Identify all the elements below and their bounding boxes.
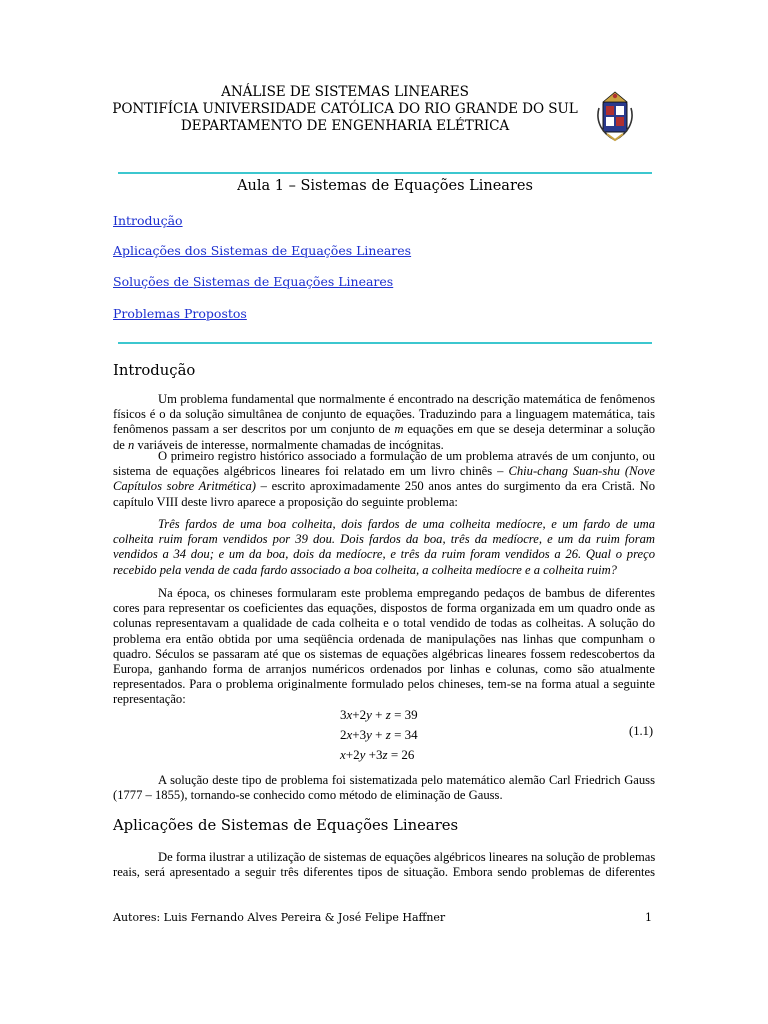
equation-number: (1.1) — [629, 724, 654, 738]
applications-paragraph-1 — [113, 850, 655, 880]
text-line: vendidos a 34 dou; e um da boa, dois da medíocre, e três da ruim foram vendidos a 26. Qual o preço — [113, 547, 655, 562]
text-line: recebido pela venda de cada fardo associado a boa colheita, a colheita medíocre e a colheita ruim? — [113, 562, 617, 577]
text-line: Europa, ganhando forma de arranjos numéricos ordenados por linhas e colunas, como são atualmente — [113, 662, 655, 677]
equation-line-2: 2x+3y + z = 34 — [340, 727, 418, 742]
header-university: PONTIFÍCIA UNIVERSIDADE CATÓLICA DO RIO GRANDE DO SUL — [112, 101, 578, 117]
equation-line-1: 3x+2y + z = 39 — [340, 707, 418, 722]
text-line: Um problema fundamental que normalmente é encontrado na descrição matemática de fenômenos — [158, 392, 655, 406]
university-crest-icon — [595, 88, 635, 144]
text-line: colheita ruim foram vendidos por 39 dou. Dois fardos da boa, três da medíocre, e um da ruim foram — [113, 532, 655, 547]
text-line: De forma ilustrar a utilização de sistemas de equações algébricos lineares na solução de problemas — [158, 850, 655, 864]
text-line: cores para representar os coeficientes das equações, dispostos de forma organizada em um quadro onde as — [113, 601, 655, 616]
text-line: sistema de equações algébricos lineares foi relatado em um livro chinês – Chiu-chang Suan-shu (Nove — [113, 464, 655, 479]
header-department: DEPARTAMENTO DE ENGENHARIA ELÉTRICA — [180, 118, 510, 134]
text-line: Na época, os chineses formularam este problema empregando pedaços de bambus de diferentes — [158, 586, 655, 600]
text-line: capítulo VIII deste livro aparece a proposição do seguinte problema: — [113, 494, 458, 509]
lesson-title: Aula 1 – Sistemas de Equações Lineares — [237, 178, 533, 194]
equation-line-3: x+2y +3z = 26 — [340, 747, 415, 762]
section-heading-aplicacoes: Aplicações de Sistemas de Equações Lineares — [113, 817, 459, 834]
toc-link-problemas[interactable]: Problemas Propostos — [113, 306, 247, 321]
text-line: representados. Para o problema originalmente formulado pelos chineses, tem-se na forma atual a seguinte — [113, 677, 655, 692]
text-line: O primeiro registro histórico associado a formulação de um problema através de um conjunto, ou — [158, 449, 655, 463]
intro-paragraph-2 — [113, 449, 655, 510]
historical-problem-quote — [113, 517, 655, 578]
text-line: (1777 – 1855), tornando-se conhecido como método de eliminação de Gauss. — [113, 788, 503, 803]
text-line: Capítulos sobre Aritmética) – escrito aproximadamente 250 anos antes do surgimento da era Cristã. No — [113, 479, 655, 494]
footer-page-number: 1 — [645, 911, 652, 924]
text-line: problema era então obtida por uma seqüência ordenada de manipulações nas linhas que compunham o — [113, 631, 655, 646]
toc-link-introducao[interactable]: Introdução — [113, 213, 183, 228]
toc-link-solucoes[interactable]: Soluções de Sistemas de Equações Lineares — [113, 274, 394, 289]
text-line: fenômenos passam a ser descritos por um conjunto de m equações em que se deseja determinar a solução — [113, 422, 655, 437]
text-line: representação: — [113, 692, 186, 707]
divider-top — [118, 172, 652, 174]
intro-paragraph-1 — [113, 392, 655, 453]
toc-link-aplicacoes[interactable]: Aplicações dos Sistemas de Equações Lineares — [113, 243, 412, 258]
intro-paragraph-4 — [113, 773, 655, 803]
header-course: ANÁLISE DE SISTEMAS LINEARES — [221, 84, 469, 100]
text-line: quadro. Séculos se passaram até que os sistemas de equações algébricas lineares fossem redescobertos da — [113, 646, 655, 661]
text-line: colunas representavam a qualidade de cada colheita e o total vendido de todas as colheitas. A solução do — [113, 616, 655, 631]
text-line: reais, será apresentado a seguir três diferentes tipos de situação. Embora sendo problemas de diferentes — [113, 865, 655, 880]
text-line: A solução deste tipo de problema foi sistematizada pelo matemático alemão Carl Friedrich Gauss — [158, 773, 655, 787]
text-line: de n variáveis de interesse, normalmente chamadas de incógnitas. — [113, 437, 444, 452]
intro-paragraph-3 — [113, 586, 655, 708]
equation-system — [340, 705, 418, 765]
text-line: físicos é o da solução simultânea de conjunto de equações. Traduzindo para a linguagem matemática, tais — [113, 407, 655, 422]
text-line: Três fardos de uma boa colheita, dois fardos de uma colheita medíocre, e um fardo de uma — [158, 517, 655, 531]
document-header — [100, 84, 590, 135]
footer-authors: Autores: Luis Fernando Alves Pereira & José Felipe Haffner — [113, 911, 446, 924]
section-heading-introducao: Introdução — [113, 362, 196, 379]
divider-bottom — [118, 342, 652, 344]
